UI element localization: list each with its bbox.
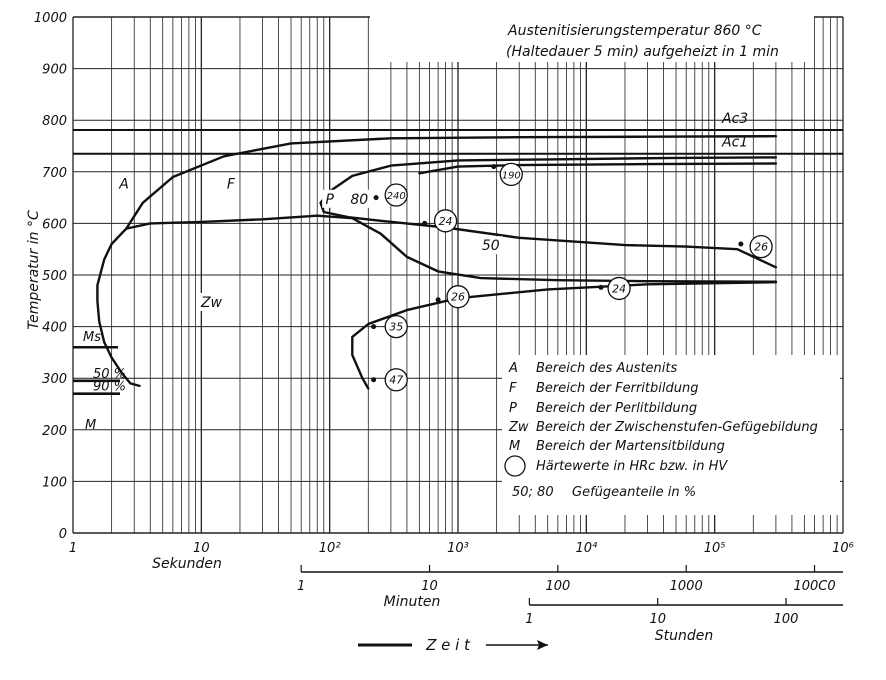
martensite-label: 90 % [93, 379, 127, 395]
minutes-tick-label: 1 [297, 579, 306, 594]
hardness-value: 24 [438, 214, 453, 228]
legend [502, 355, 840, 515]
hardness-dot [422, 221, 427, 226]
y-tick-label: 1000 [33, 11, 67, 26]
hours-tick-label: 100 [773, 612, 799, 627]
legend-text: Bereich der Perlitbildung [536, 401, 698, 416]
x-axis-label-seconds: Sekunden [152, 556, 222, 572]
legend-text: Bereich des Austenits [536, 361, 678, 376]
region-label: A [119, 176, 129, 193]
legend-text: Bereich der Martensitbildung [536, 439, 725, 454]
region-label: Zw [200, 294, 223, 311]
critical-line-label: Ac3 [722, 111, 749, 128]
legend-key: M [509, 439, 521, 454]
y-tick-label: 0 [58, 527, 67, 542]
minutes-tick-label: 100 [545, 579, 571, 594]
y-tick-label: 600 [42, 217, 67, 233]
time-arrow [358, 636, 548, 654]
hardness-dot [374, 195, 379, 200]
hardness-value: 24 [612, 282, 627, 296]
minutes-tick-label: 10 [421, 579, 438, 594]
minutes-tick-label: 100C0 [793, 579, 836, 594]
legend-key: A [509, 361, 518, 376]
hardness-value: 47 [389, 373, 404, 387]
hardness-value: 26 [451, 290, 465, 304]
x-axis-label-hours: Stunden [654, 628, 714, 644]
hardness-dot [371, 377, 376, 382]
x-tick-label: 10 [193, 541, 210, 556]
hardness-value: 190 [501, 170, 521, 182]
x-axis-label-minutes: Minuten [383, 594, 441, 610]
y-tick-label: 900 [42, 62, 67, 78]
critical-line-label: Ac1 [722, 134, 749, 151]
transformation-curve [126, 216, 317, 229]
legend-key: Zw [509, 420, 529, 435]
legend-text: Bereich der Ferritbildung [536, 381, 699, 396]
transformation-curve [97, 229, 139, 386]
y-tick-label: 400 [42, 320, 67, 336]
y-tick-label: 800 [42, 114, 67, 130]
region-label: 80 [350, 191, 369, 208]
x-tick-label: 10⁵ [703, 541, 726, 556]
y-tick-label: 300 [42, 372, 67, 388]
region-label: 50 [481, 238, 500, 255]
hardness-value: 35 [389, 320, 404, 334]
y-tick-label: 200 [42, 423, 67, 439]
legend-circle-icon [505, 456, 525, 476]
hardness-dot [436, 297, 441, 302]
hardness-dot [491, 164, 496, 169]
y-axis-label: Temperatur in °C [26, 210, 42, 330]
y-tick-label: 700 [42, 165, 67, 181]
x-tick-label: 10⁶ [832, 541, 854, 556]
time-arrow-label: Z e i t [426, 636, 470, 654]
hardness-dot [738, 242, 743, 247]
legend-text: Härtewerte in HRc bzw. in HV [536, 459, 728, 474]
region-label: F [226, 176, 235, 193]
chart-labels [34, 11, 854, 627]
martensite-label: M [85, 417, 97, 433]
y-tick-label: 100 [42, 475, 67, 491]
y-tick-label: 500 [42, 269, 67, 284]
hardness-dot [598, 285, 603, 290]
legend-key: P [509, 401, 517, 416]
chart-title-line2: (Haltedauer 5 min) aufgeheizt in 1 min [506, 44, 779, 60]
x-tick-label: 1 [68, 541, 78, 556]
hours-tick-label: 10 [649, 612, 666, 627]
region-label: P [325, 191, 334, 208]
hours-tick-label: 1 [525, 612, 534, 627]
martensite-label: Ms [83, 330, 101, 346]
legend-text: Bereich der Zwischenstufen-Gefügebildung [536, 420, 818, 435]
chart-title-line1: Austenitisierungstemperatur 860 °C [508, 23, 762, 39]
transformation-curves [97, 136, 776, 388]
hardness-value: 26 [754, 240, 769, 254]
x-tick-label: 10² [318, 541, 341, 556]
hardness-value: 240 [386, 191, 406, 203]
x-tick-label: 10⁴ [575, 541, 598, 556]
legend-key: 50; 80 [512, 485, 554, 500]
martensite-label: 50 % [93, 366, 127, 382]
legend-text: Gefügeanteile in % [572, 485, 697, 500]
minutes-tick-label: 1000 [669, 579, 703, 594]
hardness-dot [371, 324, 376, 329]
legend-key: F [509, 381, 517, 396]
x-tick-label: 10³ [447, 541, 469, 556]
transformation-curve [321, 157, 776, 267]
